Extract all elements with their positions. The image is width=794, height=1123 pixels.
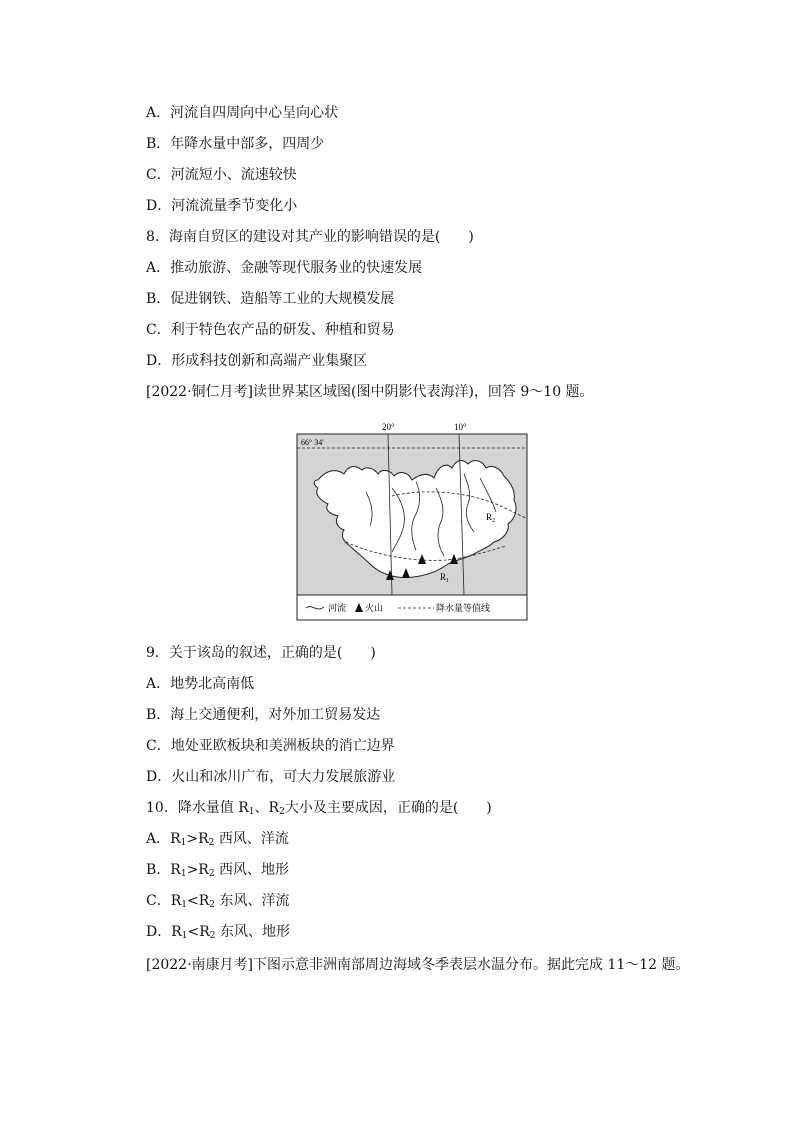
q8-option-c: C．利于特色农产品的研发、种植和贸易 <box>146 322 395 338</box>
longitude-label-10: 10° <box>454 422 467 432</box>
arctic-circle-label: 66° 34′ <box>301 438 324 447</box>
q10-option-c: C．$R_1<R_2$ 东风、洋流 <box>146 893 290 910</box>
q9-stem: 9．关于该岛的叙述，正确的是( ) <box>146 645 376 661</box>
q7-option-c: C．河流短小、流速较快 <box>146 167 297 183</box>
q8-option-d: D．形成科技创新和高端产业集聚区 <box>146 353 368 369</box>
q9-option-c: C．地处亚欧板块和美洲板块的消亡边界 <box>146 738 395 754</box>
intro-9-10: [2022·铜仁月考]读世界某区域图(图中阴影代表海洋)，回答 9～10 题。 <box>146 384 594 400</box>
q7-option-b: B．年降水量中部多，四周少 <box>146 136 325 152</box>
legend-river-label: 河流 <box>328 604 347 614</box>
q8-option-a: A．推动旅游、金融等现代服务业的快速发展 <box>146 260 423 276</box>
legend-isohyet-label: 降水量等值线 <box>436 604 491 614</box>
q10-option-d: D．$R_1<R_2$ 东风、地形 <box>146 924 290 941</box>
q9-option-a: A．地势北高南低 <box>146 676 255 692</box>
region-map <box>296 418 528 621</box>
longitude-label-20: 20° <box>382 422 395 432</box>
q9-option-d: D．火山和冰川广布，可大力发展旅游业 <box>146 769 396 785</box>
q10-option-b: B．$R_1>R_2$ 西风、地形 <box>146 862 290 879</box>
q8-option-b: B．促进钢铁、造船等工业的大规模发展 <box>146 291 395 307</box>
q7-option-a: A．河流自四周向中心呈向心状 <box>146 105 339 121</box>
region-map-figure <box>296 418 528 621</box>
q10-stem: 10．降水量值 $R_1$、$R_2$大小及主要成因，正确的是( ) <box>146 800 492 817</box>
q8-stem: 8．海南自贸区的建设对其产业的影响错误的是( ) <box>146 229 474 245</box>
q10-option-a: A．$R_1>R_2$ 西风、洋流 <box>146 831 289 848</box>
intro-11-12: [2022·南康月考]下图示意非洲南部周边海域冬季表层水温分布。据此完成 11～12 题。 <box>146 957 690 973</box>
label-r2: $R_2$ <box>486 512 496 524</box>
legend-volcano-label: 火山 <box>365 604 384 614</box>
q7-option-d: D．河流流量季节变化小 <box>146 198 298 214</box>
q9-option-b: B．海上交通便利，对外加工贸易发达 <box>146 707 381 723</box>
label-r1: $R_1$ <box>440 572 450 584</box>
